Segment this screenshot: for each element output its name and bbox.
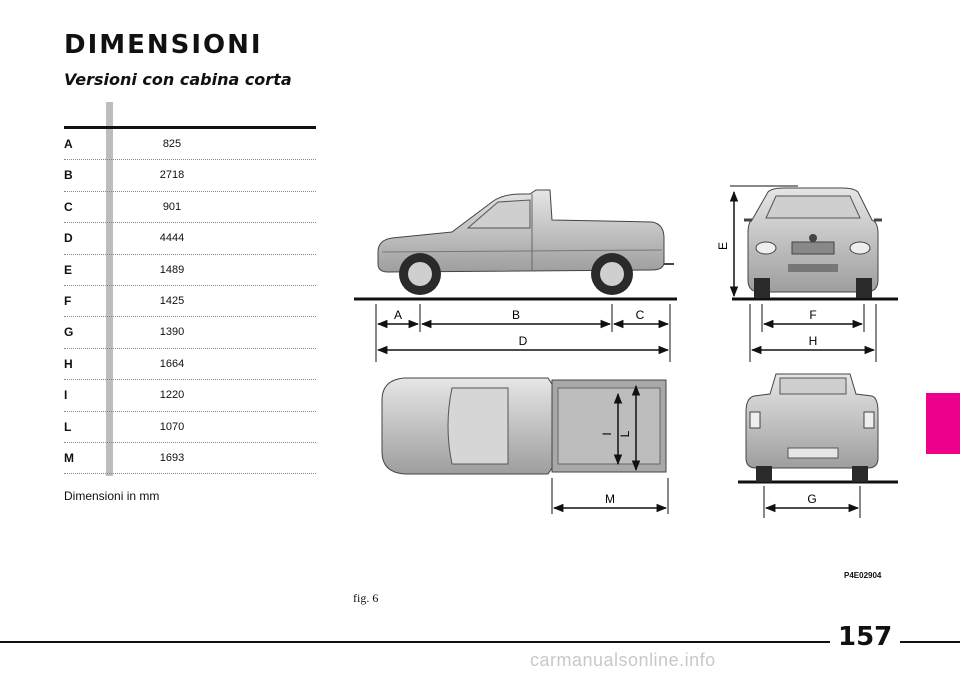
dim-letter: I: [64, 388, 68, 403]
rear-view: [738, 374, 898, 518]
side-view: [354, 190, 677, 299]
table-row: [64, 443, 316, 474]
dim-value: 1425: [159, 294, 185, 307]
dim-value: 1693: [159, 451, 185, 464]
table-row: [64, 255, 316, 286]
table-row: [64, 317, 316, 348]
dim-letter: L: [64, 419, 72, 434]
label-c: C: [635, 308, 645, 322]
dim-letter: E: [64, 262, 73, 277]
label-h: H: [808, 334, 818, 348]
dim-value: 825: [162, 138, 182, 150]
table-rows: [64, 129, 316, 474]
section-subtitle: Versioni con cabina corta: [64, 70, 292, 89]
top-view: [382, 378, 668, 514]
section-tab-marker: [926, 393, 960, 454]
figure-code: P4E02904: [844, 571, 882, 580]
table-row: [64, 349, 316, 380]
dim-letter: C: [64, 199, 73, 214]
dim-value: 1664: [159, 357, 185, 370]
table-row: [64, 192, 316, 223]
label-e: E: [716, 241, 730, 251]
vehicle-diagram: [352, 168, 900, 528]
vehicle-dimensions-figure: [352, 168, 900, 528]
watermark: carmanualsonline.info: [530, 650, 716, 670]
dim-value: 1220: [159, 389, 185, 402]
dim-letter: G: [64, 325, 74, 340]
dim-value: 4444: [159, 232, 185, 245]
dim-value: 1489: [159, 263, 185, 276]
label-f: F: [809, 308, 817, 322]
label-i: I: [600, 432, 614, 436]
page-number: 157: [830, 622, 900, 652]
label-b: B: [511, 308, 521, 322]
table-row: [64, 129, 316, 160]
dim-letter: B: [64, 168, 73, 183]
unit-note: Dimensioni in mm: [64, 489, 160, 503]
table-row: [64, 223, 316, 254]
dim-value: 1070: [159, 420, 185, 433]
page-title: DIMENSIONI: [64, 30, 263, 60]
table-row: [64, 412, 316, 443]
label-g: G: [807, 492, 817, 506]
table-row: [64, 380, 316, 411]
dim-value: 2718: [159, 169, 185, 182]
front-view: [732, 188, 898, 299]
dimensions-abcd: [376, 304, 670, 362]
label-l: L: [618, 430, 632, 438]
table-row: [64, 286, 316, 317]
figure-caption: fig. 6: [353, 591, 379, 605]
footer-rule: [0, 641, 960, 643]
label-d: D: [518, 334, 528, 348]
dim-letter: M: [64, 450, 74, 465]
dimensions-fh: [750, 304, 876, 362]
dim-value: 901: [162, 200, 182, 213]
table-row: [64, 160, 316, 191]
dim-letter: H: [64, 356, 73, 371]
label-a: A: [393, 308, 403, 322]
dim-letter: A: [64, 137, 73, 151]
dim-letter: D: [64, 231, 73, 246]
dim-letter: F: [64, 293, 72, 308]
dim-value: 1390: [159, 326, 185, 339]
label-m: M: [605, 492, 615, 506]
